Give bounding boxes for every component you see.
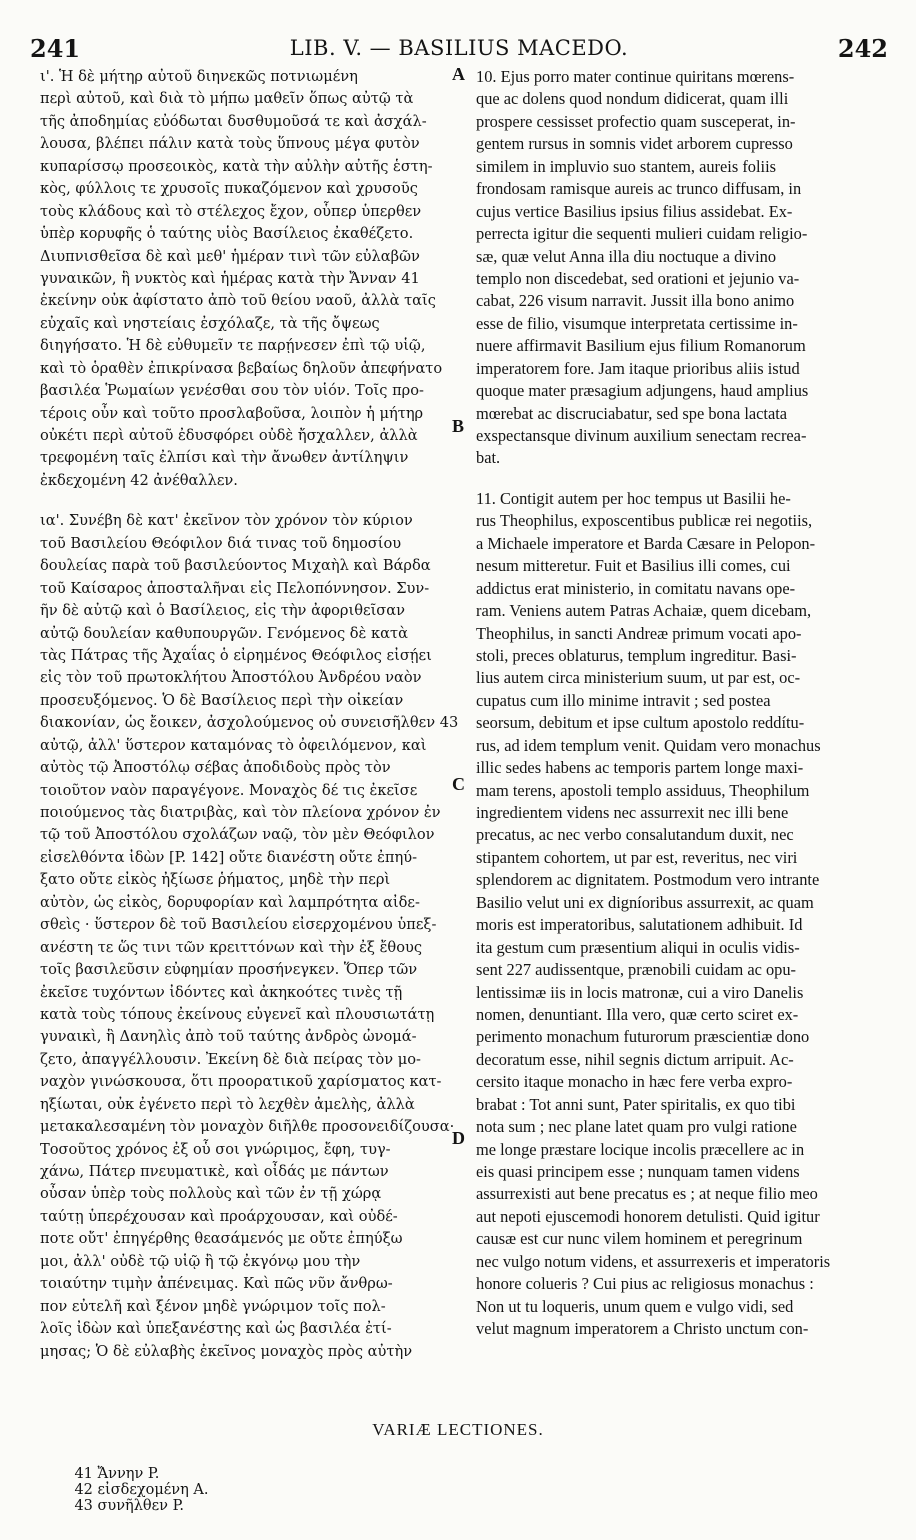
text-line: mœrebat ac discruciabatur, sed spe bona lactata (476, 403, 788, 423)
text-line: ποιούμενος τὰς διατριβὰς, καὶ τὸν πλείονα χρόνον ἐν (40, 804, 441, 821)
text-line: ὑπὲρ κορυφῆς ὁ ταύτης υἱὸς Βασίλειος ἐκαθέζετο. (40, 225, 414, 243)
text-line: εἰσελθόντα ἰδὼν [P. 142] οὔτε διανέστη οὔτε ἐπηύ- (40, 848, 418, 866)
page-number-right: 242 (837, 34, 888, 63)
text-line: aut nepoti ejuscemodi honorem detulisti. Quid igitur (476, 1206, 820, 1226)
text-line: μετακαλεσαμένη τὸν μοναχὸν διῆλθε προσονειδίζουσα· (40, 1118, 455, 1136)
text-line: τοιαύτην τιμὴν ἀπένειμας. Καὶ πῶς νῦν ἄνθρω- (40, 1275, 393, 1293)
text-line: μησας; Ὁ δὲ εὐλαβὴς ἐκεῖνος μοναχὸς πρὸς αὐτὴν (40, 1342, 413, 1360)
text-line: προσευξόμενος. Ὁ δὲ Βασίλειος περὶ τὴν οἰκείαν (40, 691, 404, 709)
text-line: cupatus cum illo minime intravit ; sed postea (476, 690, 771, 710)
text-line: cujus vertice Basilius ipsius filius assidebat. Ex- (476, 201, 793, 221)
text-line: perimento monachum futurorum præscientiæ dono (476, 1027, 810, 1047)
footnote: 43 συνῆλθεν P. (74, 1498, 184, 1514)
text-line: precatus, ac nec verbo consalutandum duxit, nec (476, 825, 794, 845)
running-header (30, 34, 888, 64)
text-line: οὖσαν ὑπὲρ τοὺς πολλοὺς καὶ τῶν ἐν τῇ χώρᾳ (40, 1185, 382, 1203)
margin-marker-d: D (452, 1128, 465, 1148)
text-line: rus, ad idem templum venit. Quidam vero monachus (476, 735, 821, 755)
margin-marker-b: B (452, 416, 465, 436)
text-line: lius autem circa ministerium suum, ut par est, oc- (476, 668, 801, 688)
text-line: perrecta igitur die sequenti mulieri cuidam religio- (476, 224, 808, 244)
running-title: LIB. V. — BASILIUS MACEDO. (289, 36, 629, 60)
text-line: sæ, quæ velut Anna illa diu noctuque a divino (476, 246, 777, 266)
text-line: λοῖς ἰδὼν καὶ ὑπεξανέστης καὶ ὡς βασιλέα ἐτί- (40, 1320, 392, 1338)
text-line: templo non discedebat, sed orationi et jejunio va- (476, 268, 800, 288)
text-line: καὶ τὸ ὁραθὲν ἐπικρίνασα βεβαίως δηλοῦν ἀπεφήνατο (40, 359, 443, 377)
text-line: assurrexisti aut bene precatus es ; at neque filio meo (476, 1184, 818, 1204)
text-line: αὐτῷ, ἀλλ' ὕστερον καταμόνας τὸ ὀφειλόμενον, καὶ (40, 736, 427, 754)
text-line: velut magnum imperatorem a Christo unctum con- (476, 1319, 809, 1339)
footnote: 42 εἰσδεχομένη A. (74, 1482, 209, 1498)
text-line: Διυπνισθεῖσα δὲ καὶ μεθ' ἡμέραν τινὶ τῶν εὐλαβῶν (40, 247, 420, 265)
text-line: τὰς Πάτρας τῆς Ἀχαΐας ὁ εἰρημένος Θεόφιλος εἰσῄει (40, 646, 432, 664)
latin-column (476, 66, 896, 1341)
text-line: 11. Contigit autem per hoc tempus ut Basilii he- (476, 488, 791, 508)
text-line: ανέστη τε ὥς τινι τῶν κρειττόνων καὶ τὴν ἐξ ἔθους (40, 938, 423, 956)
text-line: γυναικῶν, ἣ νυκτὸς καὶ ἡμέρας κατὰ τὴν Ἄνναν 41 (40, 269, 420, 287)
text-line: ita gestum cum præsentium aliqui in oculis vidis- (476, 937, 800, 957)
text-line: περὶ αὐτοῦ, καὶ διὰ τὸ μήπω μαθεῖν ὅπως αὐτῷ τὰ (40, 90, 414, 108)
text-line: prospere cessisset profectio quam susceperat, in- (476, 111, 796, 131)
text-line: ram. Veniens autem Patras Achaiæ, quem dicebam, (476, 601, 812, 621)
text-line: ῆν δὲ αὐτῷ καὶ ὁ Βασίλειος, εἰς τὴν ἀφοριθεῖσαν (40, 602, 405, 620)
text-line: τοιοῦτον ναὸν παραγέγονε. Μοναχὸς δέ τις ἐκεῖσε (40, 781, 418, 799)
text-line: nec vulgo notum videns, et assurrexeris et imperatoris (476, 1251, 831, 1271)
variae-lectiones-title: VARIÆ LECTIONES. (372, 1420, 544, 1439)
text-line: γυναικὶ, ἣ Δανηλὶς ἀπὸ τοῦ ταύτης ἀνδρὸς ὠνομά- (40, 1028, 417, 1046)
text-line: honore colueris ? Cui pius ac religiosus monachus : (476, 1274, 814, 1294)
text-line: τοῖς βασιλεῦσιν εὐφημίαν προσήνεγκεν. Ὅπερ τῶν (40, 961, 418, 979)
text-line: cersito itaque monacho in hæc fere verba expro- (476, 1072, 793, 1092)
text-line: τοῦ Καίσαρος ἀποσταλῆναι εἰς Πελοπόννησον. Συν- (40, 579, 430, 597)
text-line: eis quasi principem esse ; nunquam tamen videns (476, 1162, 800, 1181)
margin-marker-a: A (452, 64, 465, 84)
text-line: βασιλέα Ῥωμαίων γενέσθαι σου τὸν υἱόν. Τοῖς προ- (40, 382, 424, 400)
footnote: 41 Ἄννην P. (74, 1466, 160, 1482)
text-line: imperatorem fore. Jam itaque prioribus aliis istud (476, 358, 800, 378)
text-line (476, 470, 896, 488)
text-line: moris est imperatoribus, salutationem adhibuit. Id (476, 915, 803, 935)
text-line: mam terens, apostoli templo assiduus, Theophilum (476, 780, 810, 800)
text-line: decoratum esse, nihil segnis dictum arripuit. Ac- (476, 1049, 794, 1069)
text-line: stipantem cohortem, ut par est, reveritus, nec viri (476, 847, 798, 867)
text-line: Theophilus, in sancti Andreæ primum vocati apo- (476, 623, 802, 643)
text-line: τοὺς κλάδους καὶ τὸ στέλεχος ἔχον, οὗπερ ὑπερθεν (40, 202, 422, 220)
text-line: addictus erat ministerio, in comitatu navans ope- (476, 578, 796, 598)
text-line: αὐτὸς τῷ Ἀποστόλῳ σέβας ἀποδιδοὺς πρὸς τὸν (40, 759, 391, 777)
text-line: κατὰ τοὺς τόπους ἐκείνους εὐγενεῖ καὶ πλουσιωτάτῃ (40, 1005, 435, 1023)
text-line: ποτε οὔτ' ἐπηγέρθης θεασάμενός με οὔτε ἐπηύξω (40, 1230, 403, 1248)
footnotes (56, 1450, 876, 1530)
text-line: ια'. Συνέβη δὲ κατ' ἐκεῖνον τὸν χρόνον τὸν κύριον (40, 512, 413, 530)
text-line: gentem rursus in somnis videt arborem cupresso (476, 134, 793, 154)
text-line: αὐτῷ δουλείαν καθυπουργῶν. Γενόμενος δὲ κατὰ (40, 624, 408, 642)
margin-marker-c: C (452, 774, 465, 794)
text-line: σθεὶς · ὕστερον δὲ τοῦ Βασιλείου εἰσερχομένου ὑπεξ- (40, 916, 437, 934)
text-line: causæ est cur nunc vilem hominem et peregrinum (476, 1229, 803, 1249)
text-line: ingredientem videns nec assurrexit nec illi bene (476, 803, 789, 822)
text-line: bat. (476, 448, 501, 468)
text-line: ἐκείνην οὐκ ἀφίστατο ἀπὸ τοῦ θείου ναοῦ, ἀλλὰ ταῖς (40, 292, 436, 310)
text-line: διακονίαν, ὡς ἔοικεν, ἀσχολούμενος οὐ συνεισῆλθεν 43 (40, 714, 459, 732)
text-line: αὐτὸν, ὡς εἰκὸς, δορυφορίαν καὶ λαμπρότητα αἰδε- (40, 893, 420, 911)
text-line: cabat, 226 visum narravit. Jussit illa bono animo (476, 291, 795, 311)
text-line: nesum mitteretur. Fuit et Basilius illi comes, cui (476, 556, 791, 576)
text-line: nuere affirmavit Basilium ejus filium Romanorum (476, 336, 806, 356)
text-line: ζετο, ἀπαγγέλλουσιν. Ἐκείνη δὲ διὰ πείρας τὸν μο- (40, 1050, 421, 1068)
greek-column (40, 66, 460, 1363)
text-line: κὸς, φύλλοις τε χρυσοῖς πυκαζόμενον καὶ χρυσοῦς (40, 180, 418, 198)
text-line: χάνω, Πάτερ πνευματικὲ, καὶ οἶδάς με πάντων (40, 1163, 389, 1180)
text-line: τρεφομένη ταῖς ἐλπίσι καὶ τὴν ἄνωθεν ἀντίληψιν (40, 449, 409, 467)
text-line: seorsum, debitum et ipse cultum apostolo reddítu- (476, 713, 805, 733)
text-line: τέροις οὖν καὶ τοῦτο προσλαβοῦσα, λοιπὸν ἡ μήτηρ (40, 404, 424, 422)
text-line: διηγήσατο. Ἡ δὲ εὐθυμεῖν τε παρῄνεσεν ἐπὶ τῷ υἱῷ, (40, 337, 426, 355)
text-line: εὐχαῖς καὶ νηστείαις ἐσχόλαζε, τὰ τῆς ὄψεως (40, 314, 380, 332)
text-line: que ac dolens quod nondum didicerat, quam illi (476, 89, 789, 109)
text-line: ι'. Ἡ δὲ μήτηρ αὐτοῦ διηνεκῶς ποτνιωμένη (40, 68, 358, 85)
text-line: a Michaele imperatore et Barda Cæsare in Pelopon- (476, 533, 816, 553)
text-line: brabat : Tot anni sunt, Pater spiritalis, ex quo tibi (476, 1094, 796, 1114)
text-line: sent 227 audissentque, prænobili cuidam ac opu- (476, 960, 797, 980)
text-line: ναχὸν γινώσκουσα, ὅτι προορατικοῦ χαρίσματος κατ- (40, 1073, 442, 1091)
text-line: ταύτῃ ὑπερέχουσαν καὶ προάρχουσαν, καὶ οὐδέ- (40, 1207, 398, 1225)
text-line: ἐκδεχομένη 42 ἀνέθαλλεν. (40, 471, 238, 489)
text-line: Non ut tu loqueris, unum quem e vulgo vidi, sed (476, 1296, 794, 1316)
text-line: rus Theophilus, exposcentibus publicæ rei negotiis, (476, 511, 813, 531)
text-line: nomen, denuntiant. Illa vero, quæ certo sciret ex- (476, 1004, 799, 1024)
text-line: μοι, ἀλλ' οὐδὲ τῷ υἱῷ ἢ τῷ ἐκγόνῳ μου τὴν (40, 1252, 361, 1270)
text-line: ξατο οὔτε εἰκὸς ἠξίωσε ῥήματος, μηδὲ τὴν περὶ (40, 871, 391, 889)
text-line: stoli, preces oblaturus, templum ingreditur. Basi- (476, 645, 797, 665)
text-line: splendorem ac dignitatem. Postmodum vero intrante (476, 870, 820, 890)
text-line: frondosam ramisque aureis ac trunco diffusam, in (476, 179, 802, 199)
text-line: Basilio velut uni ex digníoribus assurrexit, ac quam (476, 892, 814, 912)
text-line: me longe præstare locique incolis præcellere ac in (476, 1139, 805, 1159)
text-line: τοῦ Βασιλείου Θεόφιλον διά τινας τοῦ δημοσίου (40, 534, 402, 552)
text-line: κυπαρίσσῳ προσεοικὸς, κατὰ τὴν αὐλὴν αὐτῆς ἑστη- (40, 157, 433, 175)
text-line: ηξίωται, οὐκ ἐγένετο περὶ τὸ λεχθὲν ἀμελὴς, ἀλλὰ (40, 1095, 415, 1113)
text-line: illic sedes habens ac temporis partem longe maxi- (476, 758, 804, 778)
text-line: Τοσοῦτος χρόνος ἐξ οὗ σοι γνώριμος, ἔφη, τυγ- (40, 1140, 391, 1158)
text-line: τῆς ἀποδημίας εὐόδωται δυσθυμοῦσά τε καὶ ἀσχάλ- (40, 112, 427, 130)
text-line: οὐκέτι περὶ αὐτοῦ ἐδυσφόρει οὐδὲ ἤσχαλλεν, ἀλλὰ (40, 427, 418, 444)
text-line: δουλείας παρὰ τοῦ βασιλεύοντος Μιχαὴλ καὶ Βάρδα (40, 557, 431, 575)
text-line: lentissimæ iis in locis matronæ, cui a viro Danelis (476, 982, 804, 1002)
text-line: εἰς τὸν τοῦ πρωτοκλήτου Ἀποστόλου Ἀνδρέου ναὸν (40, 669, 422, 687)
text-line: nota sum ; nec plane latet quam pro vulgi ratione (476, 1117, 797, 1137)
text-line: similem in impluvio suo stantem, aureis foliis (476, 156, 777, 176)
text-line: ἐκεῖσε τυχόντων ἰδόντες καὶ ἀκηκοότες τινὲς τῇ (40, 983, 403, 1001)
text-line (40, 492, 460, 510)
text-line: esse de filio, visumque interpretata certissime in- (476, 313, 798, 333)
page-number-left: 241 (30, 34, 81, 63)
text-line: 10. Ejus porro mater continue quiritans mœrens- (476, 67, 795, 86)
text-line: τῷ τοῦ Ἀποστόλου σχολάζων ναῷ, τὸν μὲν Θεόφιλον (40, 826, 435, 844)
text-line: λουσα, βλέπει πάλιν κατὰ τοὺς ὕπνους μέγα φυτὸν (40, 135, 420, 153)
text-line: exspectansque divinum auxilium senectam recrea- (476, 426, 807, 445)
text-line: quoque mater præsagium adjungens, haud amplius (476, 381, 809, 401)
text-line: πον εὐτελῆ καὶ ξένον μηδὲ γνώριμον τοῖς πολ- (40, 1297, 386, 1315)
